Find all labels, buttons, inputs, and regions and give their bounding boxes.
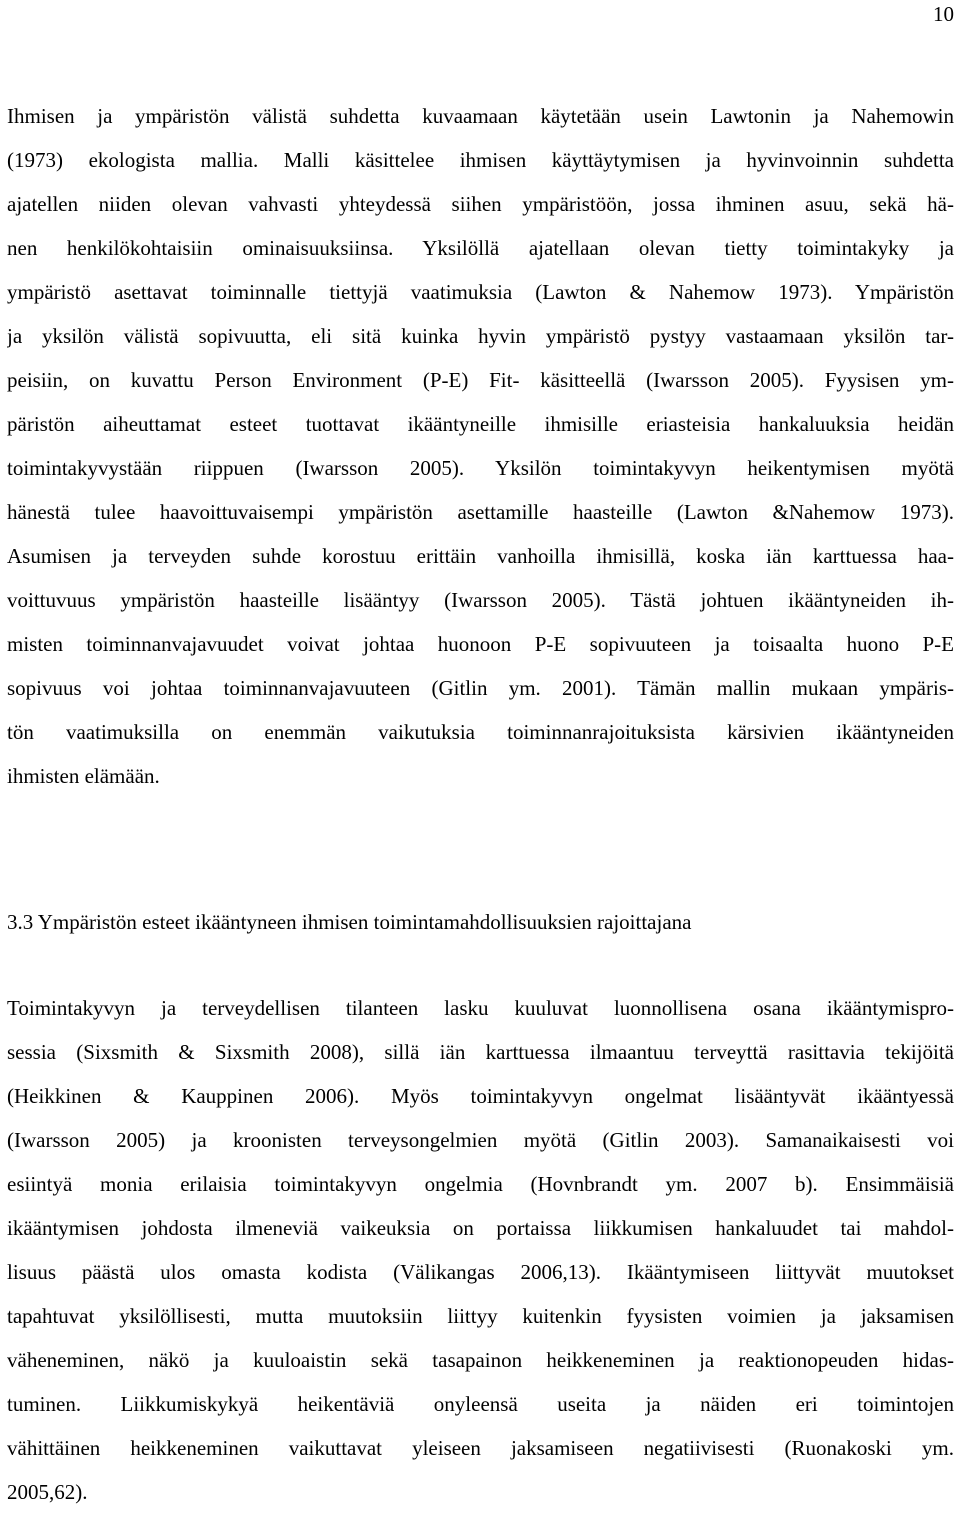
text-line: Toimintakyvyn ja terveydellisen tilanteen lasku kuuluvat luonnollisena osana ikääntymispro- [7,996,954,1020]
text-line: (1973) ekologista mallia. Malli käsittelee ihmisen käyttäytymisen ja hyvinvoinnin suhdetta [7,148,954,172]
text-line: tapahtuvat yksilöllisesti, mutta muutoksiin liittyy kuitenkin fyysisten voimien ja jaksamisen [7,1304,954,1328]
text-line: tön vaatimuksilla on enemmän vaikutuksia toiminnanrajoituksista kärsivien ikääntyneiden [7,720,954,744]
text-line: tuminen. Liikkumiskykyä heikentäviä onyleensä useita ja näiden eri toimintojen [7,1392,954,1416]
text-line: lisuus päästä ulos omasta kodista (Välikangas 2006,13). Ikääntymiseen liittyvät muutokset [7,1260,954,1284]
text-line: (Heikkinen & Kauppinen 2006). Myös toimintakyvyn ongelmat lisääntyvät ikääntyessä [7,1084,954,1108]
text-line: vähittäinen heikkeneminen vaikuttavat yleiseen jaksamiseen negatiivisesti (Ruonakoski ym. [7,1436,954,1460]
text-line: sopivuus voi johtaa toiminnanvajavuuteen (Gitlin ym. 2001). Tämän mallin mukaan ympäris- [7,676,954,700]
text-line: hänestä tulee haavoittuvaisempi ympäristön asettamille haasteille (Lawton &Nahemow 1973). [7,500,954,524]
text-line: Asumisen ja terveyden suhde korostuu erittäin vanhoilla ihmisillä, koska iän karttuessa haa- [7,544,954,568]
text-line: esiintyä monia erilaisia toimintakyvyn ongelmia (Hovnbrandt ym. 2007 b). Ensimmäisiä [7,1172,954,1196]
text-line: toimintakyvystään riippuen (Iwarsson 2005). Yksilön toimintakyvyn heikentymisen myötä [7,456,954,480]
text-line: misten toiminnanvajavuudet voivat johtaa huonoon P-E sopivuuteen ja toisaalta huono P-E [7,632,954,656]
text-line: ikääntymisen johdosta ilmeneviä vaikeuksia on portaissa liikkumisen hankaluudet tai mahdol- [7,1216,954,1240]
text-line: 2005,62). [7,1480,88,1504]
text-line: voittuvuus ympäristön haasteille lisääntyy (Iwarsson 2005). Tästä johtuen ikääntyneiden ih- [7,588,954,612]
page-number: 10 [933,2,954,26]
text-line: päristön aiheuttamat esteet tuottavat ikääntyneille ihmisille eriasteisia hankaluuksia heidän [7,412,954,436]
text-line: peisiin, on kuvattu Person Environment (P-E) Fit- käsitteellä (Iwarsson 2005). Fyysisen ym- [7,368,954,392]
text-line: ihmisten elämään. [7,764,160,788]
text-line: ajatellen niiden olevan vahvasti yhteydessä siihen ympäristöön, jossa ihminen asuu, sekä hä- [7,192,954,216]
paragraph-2 [7,986,954,1514]
section-heading: 3.3 Ympäristön esteet ikääntyneen ihmisen toimintamahdollisuuksien rajoittajana [7,910,692,934]
paragraph-1 [7,94,954,798]
text-line: (Iwarsson 2005) ja kroonisten terveysongelmien myötä (Gitlin 2003). Samanaikaisesti voi [7,1128,954,1152]
text-line: Ihmisen ja ympäristön välistä suhdetta kuvaamaan käytetään usein Lawtonin ja Nahemowin [7,104,954,128]
text-line: ja yksilön välistä sopivuutta, eli sitä kuinka hyvin ympäristö pystyy vastaamaan yksilön tar- [7,324,954,348]
text-line: nen henkilökohtaisiin ominaisuuksiinsa. Yksilöllä ajatellaan olevan tietty toimintakyky ja [7,236,954,260]
text-line: sessia (Sixsmith & Sixsmith 2008), sillä iän karttuessa ilmaantuu terveyttä rasittavia tekijöitä [7,1040,954,1064]
text-line: ympäristö asettavat toiminnalle tiettyjä vaatimuksia (Lawton & Nahemow 1973). Ympäristön [7,280,954,304]
text-line: väheneminen, näkö ja kuuloaistin sekä tasapainon heikkeneminen ja reaktionopeuden hidas- [7,1348,954,1372]
